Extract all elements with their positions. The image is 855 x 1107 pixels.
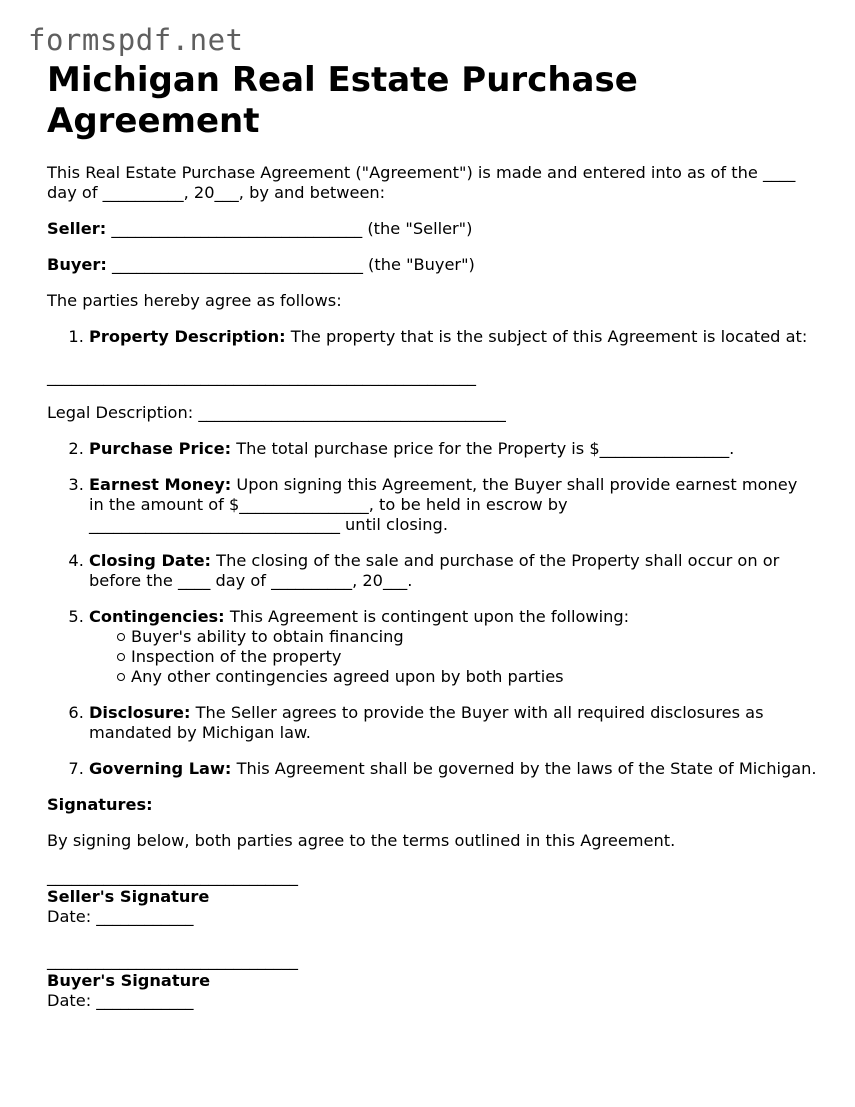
agree-text: The parties hereby agree as follows: (47, 291, 342, 310)
section-text: The total purchase price for the Property is $________________. (231, 439, 735, 458)
section-text: The closing of the sale and purchase of the Property shall occur on or before the ____ day of __________, 20___. (89, 551, 780, 590)
section-property-description (89, 327, 817, 347)
section-list-2 (47, 439, 817, 779)
section-text: This Agreement is contingent upon the following: (224, 607, 630, 626)
section-title: Earnest Money: (89, 475, 232, 494)
legal-description: Legal Description: ______________________________________ (47, 403, 506, 422)
buyer-signature-block (47, 951, 817, 1011)
watermark: formspdf.net (28, 23, 244, 57)
signatures-heading-text: Signatures: (47, 795, 153, 814)
page-title: Michigan Real Estate Purchase Agreement (47, 60, 638, 141)
contingency-list (89, 627, 817, 687)
document-body (47, 163, 817, 1011)
section-title: Purchase Price: (89, 439, 232, 458)
list-item: Any other contingencies agreed upon by both parties (131, 667, 817, 687)
intro-paragraph: This Real Estate Purchase Agreement ("Agreement") is made and entered into as of the ____ day of __________, 20___, by and between: (47, 163, 796, 202)
section-text: The property that is the subject of this Agreement is located at: (285, 327, 808, 346)
signatures-heading (47, 795, 817, 815)
section-purchase-price (89, 439, 817, 459)
section-closing-date (89, 551, 817, 591)
section-title: Contingencies: (89, 607, 225, 626)
section-contingencies (89, 607, 817, 687)
section-text: The Seller agrees to provide the Buyer with all required disclosures as mandated by Michigan law. (89, 703, 764, 742)
seller-text: _______________________________ (the "Seller") (106, 219, 473, 238)
section-earnest-money (89, 475, 817, 535)
section-disclosure (89, 703, 817, 743)
section-title: Disclosure: (89, 703, 191, 722)
seller-signature-label: Seller's Signature (47, 887, 210, 906)
buyer-label: Buyer: (47, 255, 107, 274)
signatures-text: By signing below, both parties agree to the terms outlined in this Agreement. (47, 831, 676, 850)
seller-signature-block (47, 867, 817, 927)
section-governing-law (89, 759, 817, 779)
seller-line (47, 219, 817, 239)
section-title: Closing Date: (89, 551, 212, 570)
buyer-date: Date: ____________ (47, 991, 194, 1010)
buyer-signature-label: Buyer's Signature (47, 971, 211, 990)
section-title: Property Description: (89, 327, 286, 346)
section-list-1 (47, 327, 817, 347)
seller-date: Date: ____________ (47, 907, 194, 926)
address-line: _____________________________________________________ (47, 367, 476, 386)
buyer-signature-line: _______________________________ (47, 951, 298, 970)
section-text: Upon signing this Agreement, the Buyer shall provide earnest money in the amount of $________________, to be held in escrow by _______________________________ until closing. (89, 475, 798, 534)
seller-signature-line: _______________________________ (47, 867, 298, 886)
list-item: Inspection of the property (131, 647, 817, 667)
seller-label: Seller: (47, 219, 107, 238)
buyer-line (47, 255, 817, 275)
section-title: Governing Law: (89, 759, 232, 778)
section-text: This Agreement shall be governed by the laws of the State of Michigan. (231, 759, 817, 778)
list-item: Buyer's ability to obtain financing (131, 627, 817, 647)
buyer-text: _______________________________ (the "Buyer") (106, 255, 475, 274)
